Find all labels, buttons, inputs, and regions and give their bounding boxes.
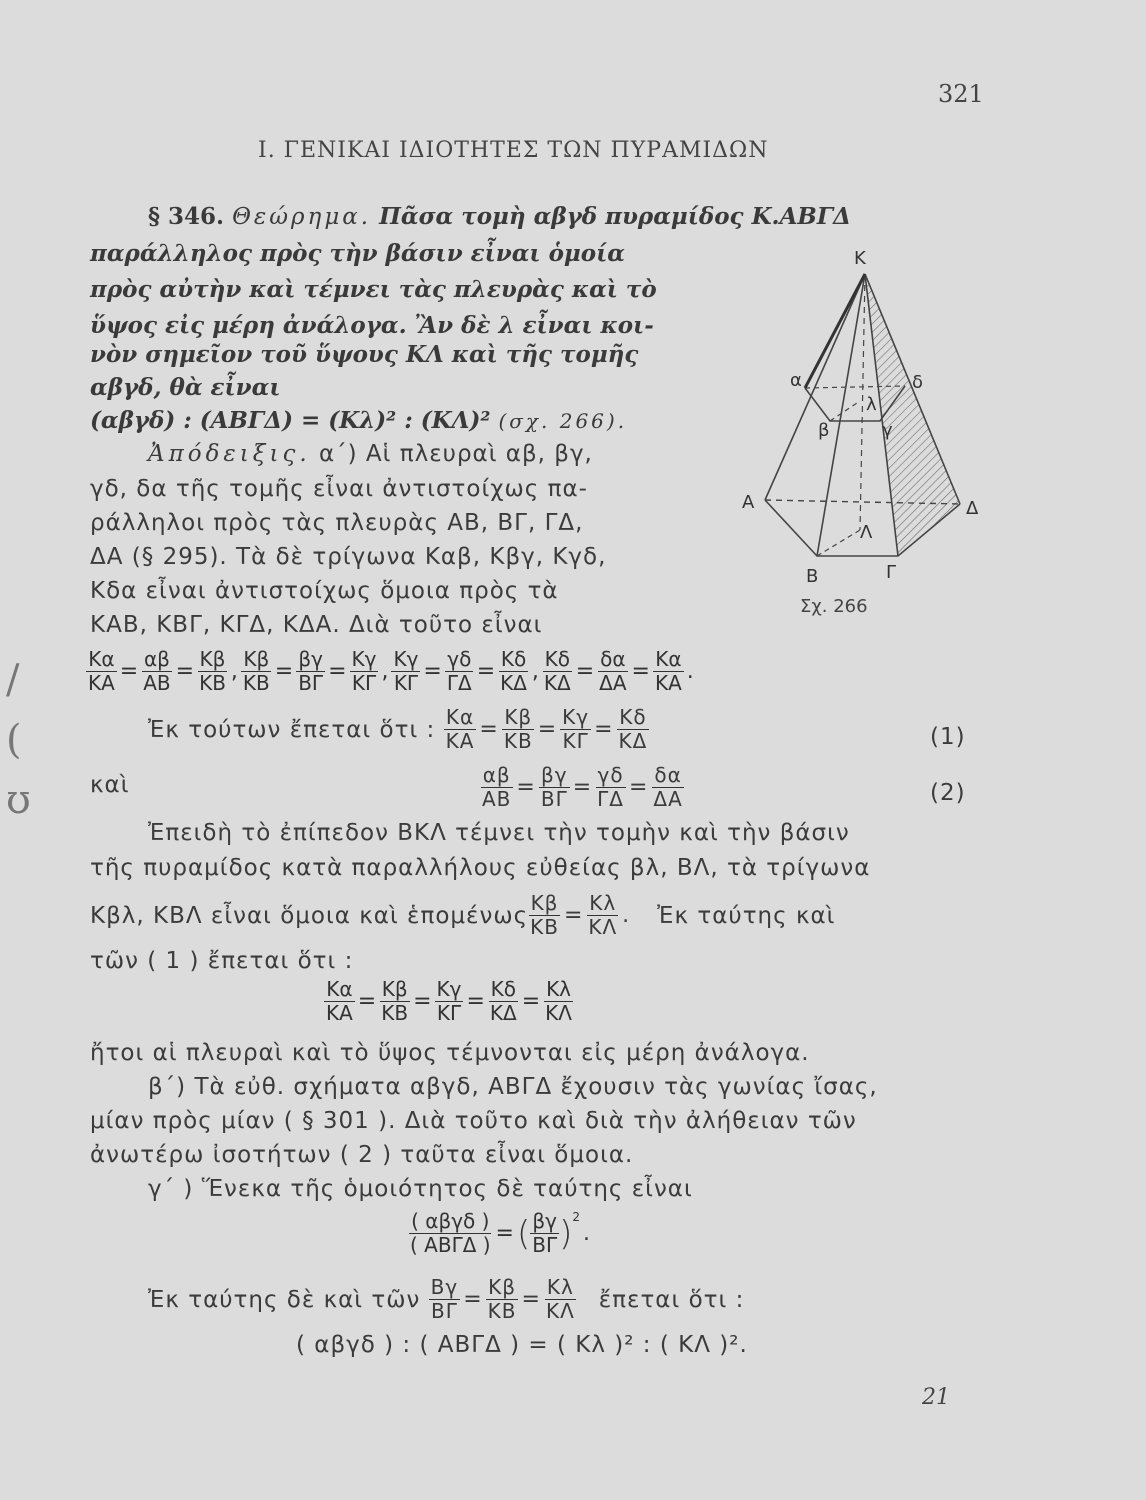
fraction: $\frac{K\alpha}{KA}$: [445, 705, 475, 753]
fraction: $\frac{\text{( αβγδ )}}{\text{( ΑΒΓΔ )}}$: [410, 1209, 491, 1257]
label-L: Λ: [860, 522, 873, 543]
label-l: λ: [866, 394, 877, 415]
label-K: Κ: [854, 248, 866, 269]
line-bl: [830, 401, 860, 421]
fraction: $\frac{\alpha\beta}{AB}$: [482, 763, 512, 811]
page-number: 321: [938, 80, 984, 108]
label-A: Α: [742, 492, 755, 513]
fraction: $\frac{K\beta}{KB}$: [381, 977, 409, 1025]
equation-1: Ἐκ τούτων ἔπεται ὅτι : $\frac{K\alpha}{KA}$ = $\frac{K\beta}{KB}$ = $\frac{K\gamma}{K\Gamma}$ = $\frac{K\delta}{K\Delta}$: [148, 705, 648, 753]
margin-pencil-marks: / ( ʊ: [6, 657, 31, 823]
fraction: $\frac{K\beta}{KB}$: [199, 647, 226, 695]
para4-line: Ἐκ ταύτης δὲ καὶ τῶν $\frac{B\gamma}{B\Gamma}$ = $\frac{K\beta}{KB}$ = $\frac{K\lambda}{K\Lambda}$ ἔπεται ὅτι :: [148, 1275, 745, 1323]
eq2-tag: (2): [930, 780, 966, 806]
theorem-line-6: αβγδ, θὰ εἶναι: [90, 374, 281, 401]
pyramid-figure: [720, 238, 990, 598]
label-D: Δ: [966, 498, 979, 519]
fraction: $\frac{K\lambda}{K\Lambda}$: [588, 891, 618, 939]
proof-line-5: Κδα εἶναι ἀντιστοίχως ὅμοια πρὸς τὰ: [90, 578, 559, 604]
fraction: $\frac{K\beta}{KB}$: [530, 891, 559, 939]
fraction: $\frac{K\lambda}{K\Lambda}$: [545, 977, 572, 1025]
fraction: $\frac{K\beta}{KB}$: [242, 647, 270, 695]
equation-3: $\frac{K\alpha}{KA}$ = $\frac{K\beta}{KB}$ = $\frac{K\gamma}{K\Gamma}$ = $\frac{K\delta}{K\Delta}$ = $\frac{K\lambda}{K\Lambda}$: [326, 977, 572, 1025]
theorem-line-3: πρὸς αὐτὴν καὶ τέμνει τὰς πλευρὰς καὶ τὸ: [90, 276, 657, 303]
proof-text: α΄) Αἱ πλευραὶ αβ, βγ,: [318, 441, 593, 467]
fraction: $\frac{\beta\gamma}{B\Gamma}$: [540, 763, 568, 811]
theorem-line-4: ὕψος εἰς μέρη ἀνάλογα. Ἂν δὲ λ εἶναι κοι-: [90, 312, 654, 339]
fraction: $\frac{\beta\gamma}{B\Gamma}$: [532, 1209, 558, 1257]
theorem-line-7: [90, 407, 627, 434]
fraction: $\frac{\gamma\delta}{\Gamma\Delta}$: [446, 647, 472, 695]
fraction: $\frac{K\gamma}{K\Gamma}$: [436, 977, 462, 1025]
ratios-line: $\frac{K\alpha}{KA}$ = $\frac{\alpha\beta}{AB}$ = $\frac{K\beta}{KB}$ , $\frac{K\beta}{KB}$ = $\frac{\beta\gamma}{B\Gamma}$ = $\frac{K\gamma}{K\Gamma}$ , $\frac{K\gamma}{K\Gamma}$ = $\frac{\gamma\delta}{\Gamma\Delta}$ = $\frac{K\delta}{K\Delta}$ , $\frac{K\delta}{K\Delta}$ = $\frac{\delta\alpha}{\Delta A}$ = $\frac{K\alpha}{KA}$ .: [88, 647, 694, 695]
fraction: $\frac{K\delta}{K\Delta}$: [618, 705, 648, 753]
line-BL: [817, 530, 860, 556]
fraction: $\frac{\alpha\beta}{AB}$: [143, 647, 171, 695]
figure-caption: Σχ. 266: [800, 596, 868, 617]
proof-line-2: γδ, δα τῆς τομῆς εἶναι ἀντιστοίχως πα-: [90, 476, 588, 502]
label-a: α: [790, 370, 802, 391]
fraction: $\frac{\delta\alpha}{\Delta A}$: [599, 647, 627, 695]
theorem-text: Πᾶσα τομὴ αβγδ πυραμίδος Κ.ΑΒΓΔ: [379, 203, 852, 230]
label-d: δ: [912, 372, 924, 393]
fraction: $\frac{K\lambda}{K\Lambda}$: [545, 1275, 575, 1323]
proof-line-3: ράλληλοι πρὸς τὰς πλευρὰς ΑΒ, ΒΓ, ΓΔ,: [90, 510, 584, 536]
theorem-line-5: νὸν σημεῖον τοῦ ὕψους ΚΛ καὶ τῆς τομῆς: [90, 341, 639, 368]
fraction: $\frac{K\delta}{K\Delta}$: [543, 647, 571, 695]
proof-label: Ἀπόδειξις.: [148, 441, 311, 467]
section-number: § 346.: [148, 203, 225, 230]
para4-tail: ἔπεται ὅτι :: [598, 1286, 745, 1313]
equation-2: $\frac{\alpha\beta}{AB}$ = $\frac{\beta\gamma}{B\Gamma}$ = $\frac{\gamma\delta}{\Gamma\Delta}$ = $\frac{\delta\alpha}{\Delta A}$: [482, 763, 683, 811]
fraction: $\frac{\gamma\delta}{\Gamma\Delta}$: [597, 763, 624, 811]
theorem-formula: (αβγδ) : (ΑΒΓΔ) = (Κλ)² : (ΚΛ)²: [90, 407, 491, 434]
figure-ref: (σχ. 266).: [498, 409, 628, 433]
para3-line-5: γ΄ ) Ἕνεκα τῆς ὁμοιότητος δὲ ταύτης εἶναι: [148, 1176, 693, 1202]
para3-line-3: μίαν πρὸς μίαν ( § 301 ). Διὰ τοῦτο καὶ διὰ τὴν ἀλήθειαν τῶν: [90, 1108, 857, 1134]
proof-line-4: ΔΑ (§ 295). Τὰ δὲ τρίγωνα Καβ, Κβγ, Κγδ,: [90, 544, 607, 570]
equation-4: $\frac{\text{( αβγδ )}}{\text{( ΑΒΓΔ )}}$ = ( $\frac{\beta\gamma}{B\Gamma}$ ) $^2$ .: [410, 1209, 591, 1257]
section-heading: Ι. ΓΕΝΙΚΑΙ ΙΔΙΟΤΗΤΕΣ ΤΩΝ ΠΥΡΑΜΙΔΩΝ: [258, 138, 769, 163]
height-KL: [860, 274, 865, 530]
para2-line-4: τῶν ( 1 ) ἔπεται ὅτι :: [90, 948, 354, 974]
para3-line-2: β΄) Τὰ εὐθ. σχήματα αβγδ, ΑΒΓΔ ἔχουσιν τὰς γωνίας ἴσας,: [148, 1074, 878, 1100]
theorem-line-1: [148, 203, 851, 230]
fraction: $\frac{\delta\alpha}{\Delta A}$: [653, 763, 683, 811]
label-B: Β: [806, 566, 819, 587]
fraction: $\frac{K\gamma}{K\Gamma}$: [393, 647, 419, 695]
eq2-lead: καὶ: [90, 772, 130, 798]
fraction: $\frac{K\gamma}{K\Gamma}$: [351, 647, 377, 695]
para4-lead: Ἐκ ταύτης δὲ καὶ τῶν: [148, 1286, 421, 1313]
fraction: $\frac{K\beta}{KB}$: [503, 705, 533, 753]
label-G: Γ: [886, 562, 897, 583]
eq1-lead: Ἐκ τούτων ἔπεται ὅτι :: [148, 716, 436, 743]
para2-line-3-tail: Ἐκ ταύτης καὶ: [657, 902, 836, 929]
theorem-label: Θεώρημα.: [232, 204, 372, 230]
theorem-line-2: παράλληλος πρὸς τὴν βάσιν εἶναι ὁμοία: [90, 240, 625, 267]
para2-line-3-text: Κβλ, ΚΒΛ εἶναι ὅμοια καὶ ἑπομένως: [90, 902, 529, 929]
fraction: $\frac{B\gamma}{B\Gamma}$: [430, 1275, 459, 1323]
fraction: $\frac{K\alpha}{KA}$: [654, 647, 682, 695]
fraction: $\frac{K\alpha}{KA}$: [88, 647, 115, 695]
para2-line-2: τῆς πυραμίδος κατὰ παραλλήλους εὐθείας βλ, ΒΛ, τὰ τρίγωνα: [90, 855, 871, 881]
para3-line-1: ἤτοι αἱ πλευραὶ καὶ τὸ ὕψος τέμνονται εἰς μέρη ἀνάλογα.: [90, 1040, 810, 1066]
proof-line-1: [148, 441, 593, 467]
label-g: γ: [882, 420, 893, 441]
para2-line-1: Ἐπειδὴ τὸ ἐπίπεδον ΒΚΛ τέμνει τὴν τομὴν καὶ τὴν βάσιν: [148, 820, 850, 846]
fraction: $\frac{K\gamma}{K\Gamma}$: [562, 705, 590, 753]
fraction: $\frac{K\beta}{KB}$: [487, 1275, 517, 1323]
final-equation: ( αβγδ ) : ( ΑΒΓΔ ) = ( Κλ )² : ( ΚΛ )².: [296, 1332, 748, 1358]
fraction: $\frac{K\alpha}{KA}$: [326, 977, 353, 1025]
fraction: $\frac{\beta\gamma}{B\Gamma}$: [298, 647, 324, 695]
fraction: $\frac{K\delta}{K\Delta}$: [500, 647, 527, 695]
fraction: $\frac{K\delta}{K\Delta}$: [489, 977, 517, 1025]
edge-KB: [817, 274, 865, 556]
signature-mark: 21: [922, 1385, 950, 1410]
eq1-tag: (1): [930, 724, 966, 750]
proof-line-6: ΚΑΒ, ΚΒΓ, ΚΓΔ, ΚΔΑ. Διὰ τοῦτο εἶναι: [90, 612, 543, 638]
label-b: β: [818, 420, 830, 441]
para2-line-3: Κβλ, ΚΒΛ εἶναι ὅμοια καὶ ἑπομένως $\frac{K\beta}{KB}$ = $\frac{K\lambda}{K\Lambda}$ . Ἐκ ταύτης καὶ: [90, 891, 836, 939]
hatched-face: [865, 274, 960, 554]
para3-line-4: ἀνωτέρω ἰσοτήτων ( 2 ) ταῦτα εἶναι ὅμοια.: [90, 1142, 634, 1168]
exponent: 2: [572, 1210, 581, 1224]
